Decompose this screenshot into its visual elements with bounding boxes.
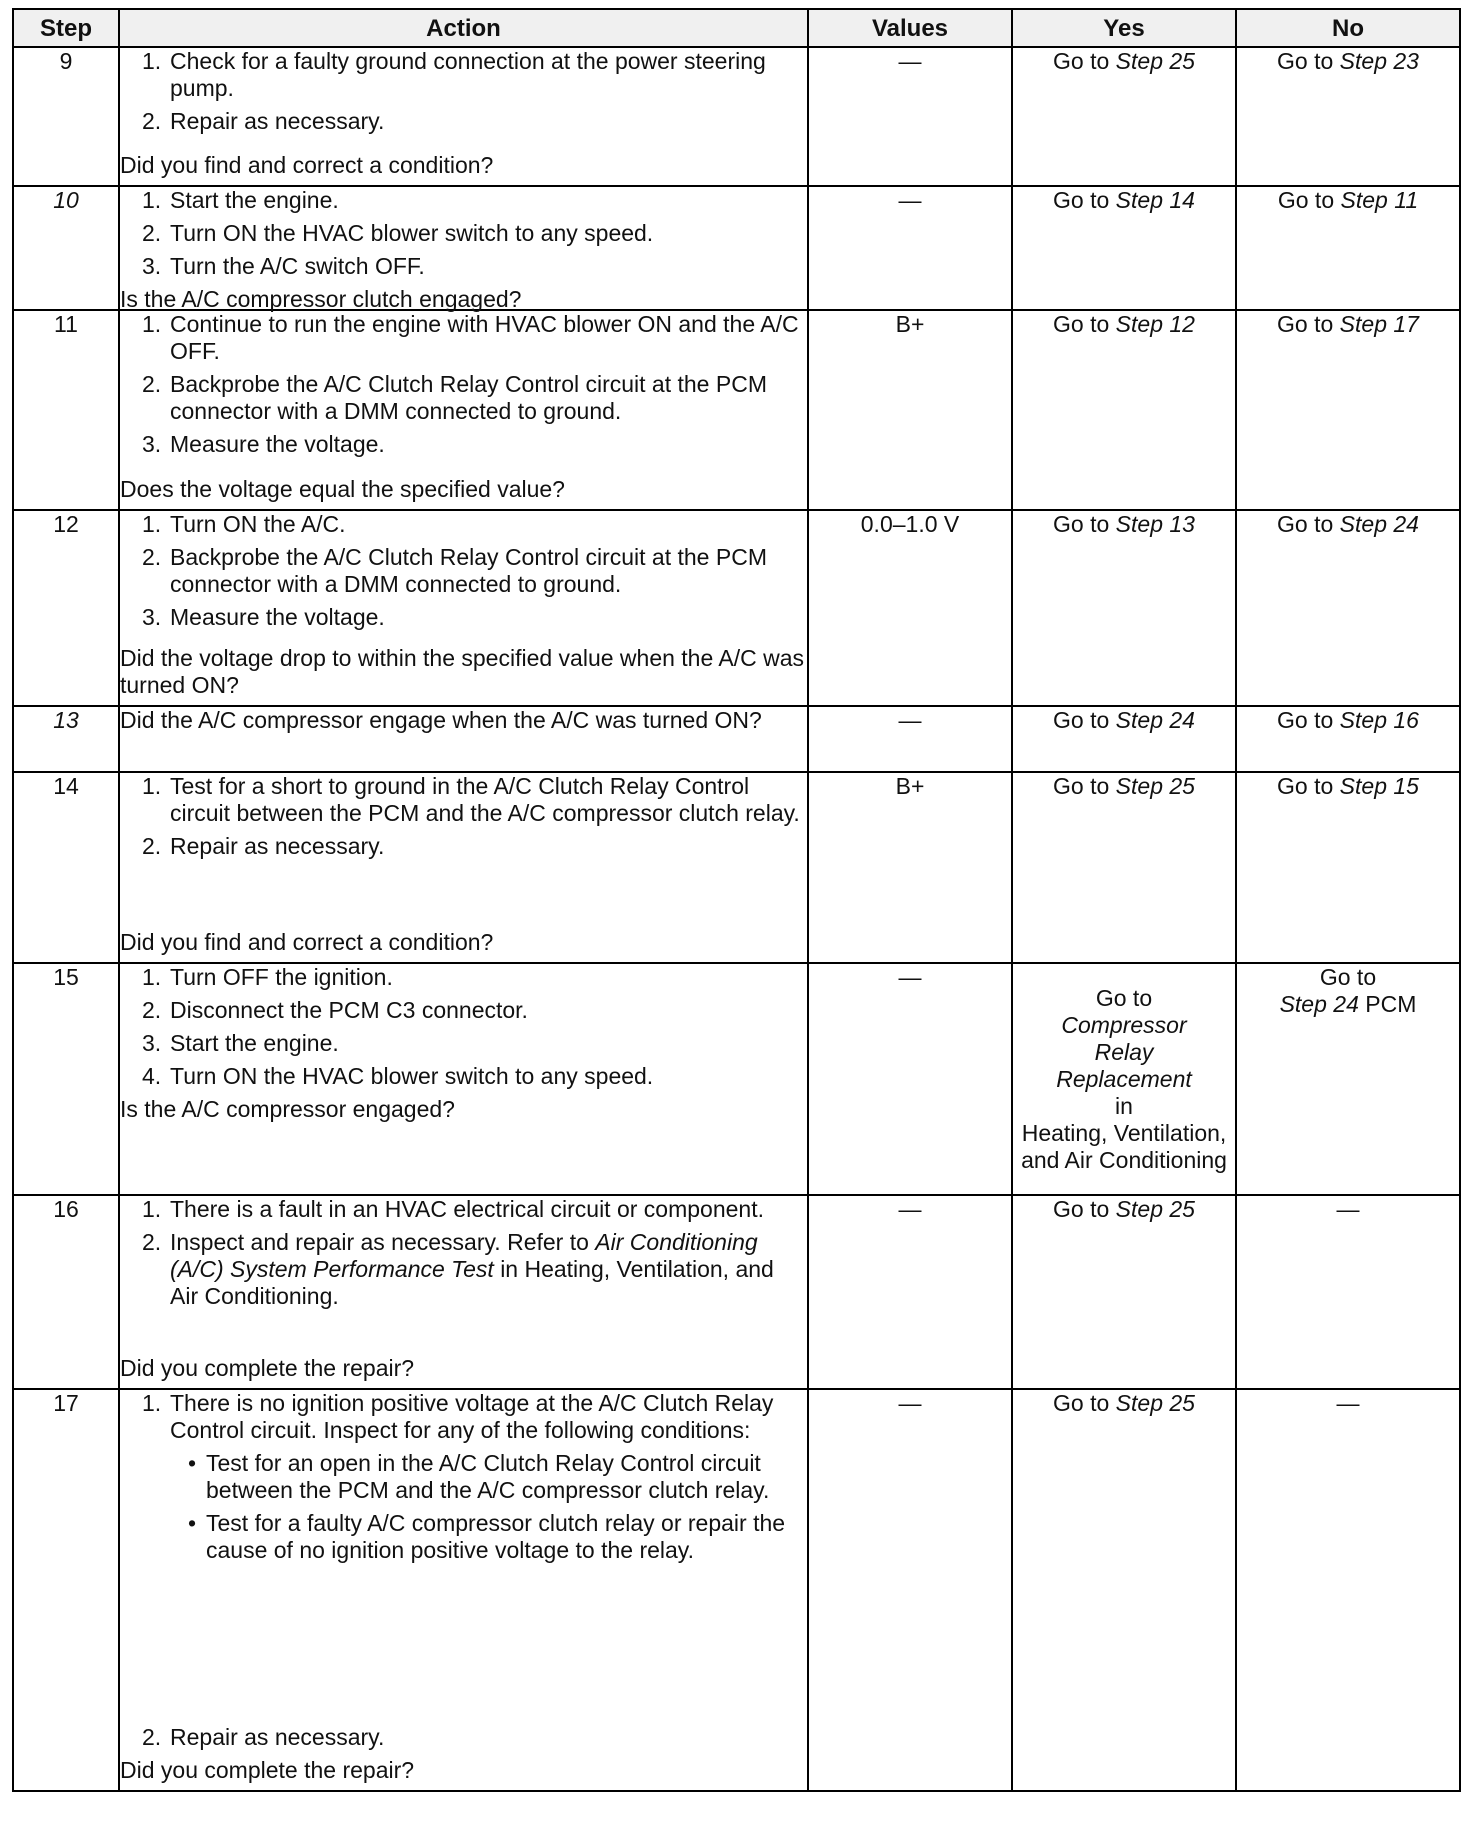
no-cell: — (1236, 1195, 1460, 1389)
action-question: Did the voltage drop to within the specified value when the A/C was turned ON? (120, 645, 805, 698)
no-cell: Go to Step 24 PCM (1236, 963, 1460, 1195)
yes-cell: Go to Step 25 (1012, 47, 1236, 186)
action-step: 2. Disconnect the PCM C3 connector. (142, 997, 528, 1023)
value-cell: — (808, 1195, 1012, 1389)
action-question: Is the A/C compressor clutch engaged? (120, 286, 522, 312)
step-number: 15 (13, 963, 119, 1195)
action-step: 3. Turn the A/C switch OFF. (142, 253, 425, 279)
yes-cell: Go to Step 25 (1012, 1389, 1236, 1791)
yes-cell: Go to Step 12 (1012, 310, 1236, 510)
value-cell: — (808, 1389, 1012, 1791)
yes-cell: Go to Step 24 (1012, 706, 1236, 772)
action-question: Did you find and correct a condition? (120, 152, 494, 178)
action-bullet: • Test for an open in the A/C Clutch Relay Control circuit between the PCM and the A/C compressor clutch relay. (170, 1450, 807, 1504)
action-cell (119, 1389, 808, 1791)
action-cell (119, 1195, 808, 1389)
value-cell: — (808, 963, 1012, 1195)
action-question: Did you complete the repair? (120, 1757, 415, 1783)
table-row (13, 772, 1460, 963)
action-step: 1. Test for a short to ground in the A/C Clutch Relay Control circuit between the PCM and the A/C compressor clutch relay. (142, 773, 800, 826)
action-step: 3. Measure the voltage. (142, 604, 385, 630)
step-number: 17 (13, 1389, 119, 1791)
action-cell (119, 772, 808, 963)
step-number: 14 (13, 772, 119, 963)
table-row (13, 1389, 1460, 1791)
value-cell: B+ (808, 772, 1012, 963)
header-values: Values (808, 9, 1012, 47)
action-bullet: • Test for a faulty A/C compressor clutch relay or repair the cause of no ignition positive voltage to the relay. (170, 1510, 807, 1564)
action-step: 1. Check for a faulty ground connection at the power steering pump. (142, 48, 766, 101)
action-step: 3. Start the engine. (142, 1030, 339, 1056)
header-step: Step (13, 9, 119, 47)
table-row (13, 186, 1460, 310)
yes-section: Heating, Ventilation, and Air Conditioning (1021, 1119, 1227, 1173)
no-cell: Go to Step 23 (1236, 47, 1460, 186)
action-step: 2. Repair as necessary. (142, 1724, 385, 1750)
action-step: 1. There is no ignition positive voltage at the A/C Clutch Relay Control circuit. Inspect for any of the following conditions: • Test for an open in the A/C Clutch Relay Control circuit between the PCM and the A/C compressor clutch relay. • Test for a faulty A/C compressor clutch relay or repair the cause of no ignition positive voltage to the relay. (120, 1390, 807, 1564)
action-step: 1. Turn OFF the ignition. (142, 964, 393, 990)
yes-cell: Go to Compressor Relay Replacement in Heating, Ventilation, and Air Conditioning (1012, 963, 1236, 1195)
action-step: 2. Turn ON the HVAC blower switch to any speed. (142, 220, 654, 246)
no-cell: Go to Step 17 (1236, 310, 1460, 510)
table-row (13, 310, 1460, 510)
step-number: 11 (13, 310, 119, 510)
diagnostic-table (12, 8, 1461, 1792)
action-question: Did you find and correct a condition? (120, 929, 494, 955)
action-step: 4. Turn ON the HVAC blower switch to any speed. (142, 1063, 654, 1089)
no-cell: Go to Step 24 (1236, 510, 1460, 706)
action-step: 1. Start the engine. (142, 187, 339, 213)
step-number: 13 (13, 706, 119, 772)
value-cell: B+ (808, 310, 1012, 510)
step-number: 10 (13, 186, 119, 310)
step-number: 12 (13, 510, 119, 706)
action-step: 2. Backprobe the A/C Clutch Relay Control circuit at the PCM connector with a DMM connected to ground. (142, 544, 767, 597)
value-cell: 0.0–1.0 V (808, 510, 1012, 706)
value-cell: — (808, 186, 1012, 310)
action-question: Does the voltage equal the specified value? (120, 476, 565, 502)
action-cell (119, 706, 808, 772)
header-action: Action (119, 9, 808, 47)
header-no: No (1236, 9, 1460, 47)
no-cell: Go to Step 15 (1236, 772, 1460, 963)
yes-cell: Go to Step 14 (1012, 186, 1236, 310)
table-row (13, 706, 1460, 772)
action-cell (119, 510, 808, 706)
action-step: 2. Inspect and repair as necessary. Refer to Air Conditioning (A/C) System Performance Test in Heating, Ventilation, and Air Conditioning. (142, 1229, 774, 1309)
table-row (13, 963, 1460, 1195)
no-cell: Go to Step 11 (1236, 186, 1460, 310)
table-row (13, 1195, 1460, 1389)
action-cell (119, 310, 808, 510)
action-step: 1. Turn ON the A/C. (142, 511, 346, 537)
action-step: 2. Repair as necessary. (142, 833, 385, 859)
value-cell: — (808, 47, 1012, 186)
no-cell: Go to Step 16 (1236, 706, 1460, 772)
header-row (13, 9, 1460, 47)
action-cell (119, 47, 808, 186)
action-step: 1. Continue to run the engine with HVAC blower ON and the A/C OFF. (142, 311, 799, 364)
value-cell: — (808, 706, 1012, 772)
no-cell: — (1236, 1389, 1460, 1791)
action-question: Did the A/C compressor engage when the A/C was turned ON? (120, 707, 762, 733)
step-number: 9 (13, 47, 119, 186)
action-question: Is the A/C compressor engaged? (120, 1096, 455, 1122)
action-cell (119, 186, 808, 310)
yes-cell: Go to Step 25 (1012, 1195, 1236, 1389)
table-row (13, 47, 1460, 186)
action-step: 2. Backprobe the A/C Clutch Relay Control circuit at the PCM connector with a DMM connected to ground. (142, 371, 767, 424)
action-step: 2. Repair as necessary. (142, 108, 385, 134)
action-cell (119, 963, 808, 1195)
yes-cell: Go to Step 25 (1012, 772, 1236, 963)
action-step: 3. Measure the voltage. (142, 431, 385, 457)
yes-reference: Compressor Relay Replacement (1056, 1011, 1192, 1092)
table-row (13, 510, 1460, 706)
action-step: 1. There is a fault in an HVAC electrical circuit or component. (142, 1196, 764, 1222)
action-question: Did you complete the repair? (120, 1355, 415, 1381)
step-number: 16 (13, 1195, 119, 1389)
yes-cell: Go to Step 13 (1012, 510, 1236, 706)
header-yes: Yes (1012, 9, 1236, 47)
